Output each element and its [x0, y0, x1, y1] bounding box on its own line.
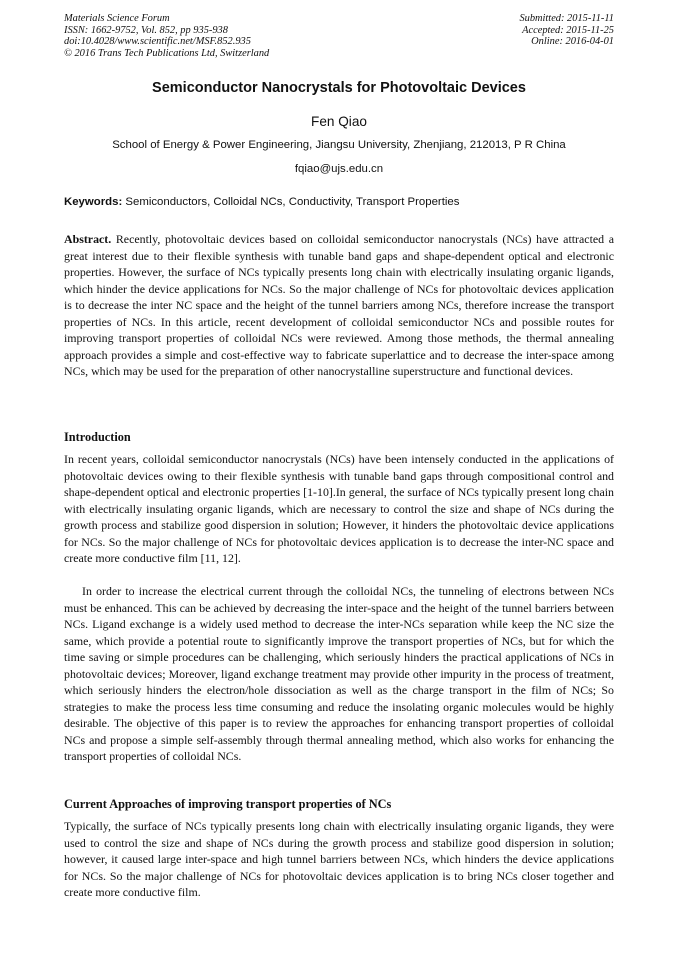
- paper-title: Semiconductor Nanocrystals for Photovoltaic Devices: [152, 80, 526, 96]
- abstract: [64, 231, 614, 380]
- journal-header-left: [64, 13, 269, 59]
- introduction-paragraph-2: In order to increase the electrical current through the colloidal NCs, the tunneling of electrons between NCs must be enhanced. This can be achieved by decreasing the inter-space and the height of the tunnel barriers between NCs. Ligand exchange is a widely used method to decrease the inter-NCs separation while keep the NC size the same, which provide a potential route to significantly improve the transport properties of NCs, but for which the time saving or simple procedures can be challenging, which seriously hinders the practical applications of NCs in photovoltaic devices; Moreover, ligand exchange treatment may provide other impurity in the process of treatment, which seriously hinders the electron/hole dissociation as well as the charge transport in the film of NCs; So strategies to make the process less time consuming and reduce the insolating organic molecules would be highly desirable. The objective of this paper is to review the approaches for enhancing transport properties of colloidal NCs and propose a simple self-assembly through thermal annealing method, which also works for enhancing the transport properties of colloidal NCs.: [64, 584, 614, 764]
- issn-info: ISSN: 1662-9752, Vol. 852, pp 935-938: [64, 24, 228, 36]
- journal-header-right: [519, 13, 614, 48]
- current-approaches-paragraph: Typically, the surface of NCs typically presents long chain with electrically insulating organic ligands, they were used to control the size and shape of NCs during the growth process and stabilize good dispersion in solution; however, it caused large inter-space and high tunnel barriers between NCs, which hinders the device applications for NCs. So the major challenge of NCs for photovoltaic devices application is to bring NCs closer together and create more conductive film.: [64, 819, 614, 900]
- keywords: [64, 196, 614, 208]
- introduction-heading: Introduction: [64, 430, 131, 444]
- submitted-date: Submitted: 2015-11-11: [519, 13, 614, 24]
- abstract-label: Abstract.: [64, 232, 112, 246]
- journal-name: Materials Science Forum: [64, 13, 170, 24]
- author-name: Fen Qiao: [311, 114, 367, 129]
- current-approaches-heading: Current Approaches of improving transport properties of NCs: [64, 797, 392, 811]
- abstract-text: Recently, photovoltaic devices based on colloidal semiconductor nanocrystals (NCs) have attracted a great interest due to their flexible synthesis with tunable band gaps and shape-dependent optical and electronic properties. However, the surface of NCs typically presents long chain with electrically insulating organic ligands, which hinder the device applications for NCs. So the major challenge of NCs for photovoltaic devices application is to decrease the inter NC space and the height of the tunnel barriers among NCs, therefore increase the transport properties of NCs. In this article, recent development of colloidal semiconductor NCs and possible routes for improving transport properties of colloidal NCs were reviewed. Among those methods, the thermal annealing approach provides a simple and cost-effective way to fabricate superlattice and to decrease the inter-space among NCs, which may be used for the preparation of other nanocrystalline superstructure and functional devices.: [64, 232, 614, 379]
- online-date: Online: 2016-04-01: [531, 36, 614, 48]
- introduction-paragraph-1: In recent years, colloidal semiconductor nanocrystals (NCs) have been intensely conducted in the applications of photovoltaic devices owing to their flexible synthesis with tunable band gaps through compositional control and shape-dependent optical and electronic properties [1-10].In general, the surface of NCs typically present long chain with electrically insulating organic ligands, which are necessary to control the size and shape of NCs during the growth process and stabilize good dispersion in solution; However, it hinders the photovoltaic device applications for NCs. So the major challenge of NCs for photovoltaic devices application is to decrease the inter-NC space and create more conductive film [11, 12].: [64, 452, 614, 566]
- accepted-date: Accepted: 2015-11-25: [522, 24, 614, 36]
- affiliation: School of Energy & Power Engineering, Jiangsu University, Zhenjiang, 212013, P R China: [112, 139, 566, 151]
- keywords-label: Keywords:: [64, 196, 123, 208]
- author-email: fqiao@ujs.edu.cn: [294, 163, 384, 175]
- doi: doi:10.4028/www.scientific.net/MSF.852.935: [64, 36, 251, 48]
- copyright: © 2016 Trans Tech Publications Ltd, Switzerland: [64, 47, 270, 59]
- keywords-text: Semiconductors, Colloidal NCs, Conductivity, Transport Properties: [122, 196, 460, 208]
